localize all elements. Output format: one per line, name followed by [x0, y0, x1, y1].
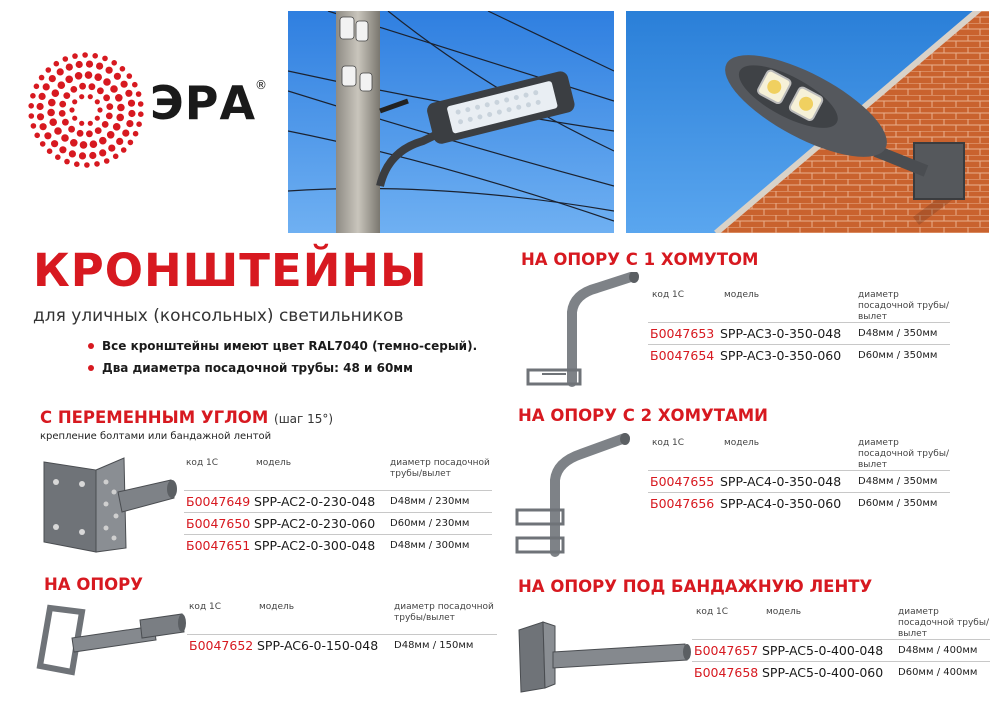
product-code: Б0047650	[186, 516, 251, 531]
table-header	[692, 605, 990, 639]
product-table-band	[692, 605, 990, 683]
product-dim: D60мм / 230мм	[390, 518, 470, 529]
street-light-on-wall-photo	[626, 11, 989, 233]
col-model: модель	[766, 607, 802, 617]
section-title-two-clamps: НА ОПОРУ С 2 ХОМУТАМИ	[518, 406, 768, 425]
product-model: SPP-AC2-0-230-048	[254, 494, 376, 509]
variable-angle-bracket-icon	[36, 452, 181, 566]
product-code: Б0047658	[694, 665, 759, 680]
table-row	[648, 322, 950, 344]
col-dim: диаметр посадочной трубы/вылет	[898, 607, 989, 639]
feature-list	[88, 335, 477, 379]
product-model: SPP-AC3-0-350-060	[720, 348, 842, 363]
product-dim: D48мм / 230мм	[390, 496, 470, 507]
registered-mark: ®	[255, 78, 267, 92]
two-clamp-bracket-icon	[513, 430, 643, 564]
product-table-one-clamp	[648, 288, 950, 366]
col-model: модель	[724, 438, 760, 448]
col-code: код 1С	[186, 458, 219, 468]
product-dim: D48мм / 350мм	[858, 328, 938, 339]
band-bracket-icon	[513, 606, 693, 700]
angle-step: (шаг 15°)	[274, 412, 334, 426]
section-title-pole: НА ОПОРУ	[44, 575, 143, 594]
table-row	[648, 470, 950, 492]
product-model: SPP-AC4-0-350-048	[720, 474, 842, 489]
product-code: Б0047652	[189, 638, 254, 653]
main-subtitle: для уличных (консольных) светильников	[33, 306, 404, 326]
product-code: Б0047653	[650, 326, 715, 341]
product-table-variable-angle	[184, 456, 492, 556]
product-table-two-clamps	[648, 436, 950, 514]
table-row	[648, 344, 950, 366]
product-code: Б0047654	[650, 348, 715, 363]
table-header	[187, 600, 497, 634]
product-code: Б0047656	[650, 496, 715, 511]
col-dim: диаметр посадочной трубы/вылет	[858, 290, 949, 322]
product-code: Б0047655	[650, 474, 715, 489]
section-title-text: С ПЕРЕМЕННЫМ УГЛОМ	[40, 408, 269, 427]
product-model: SPP-AC6-0-150-048	[257, 638, 379, 653]
table-header	[648, 436, 950, 470]
main-title: КРОНШТЕЙНЫ	[33, 244, 428, 297]
street-light-on-pole-photo	[288, 11, 614, 233]
product-dim: D48мм / 300мм	[390, 540, 470, 551]
product-table-pole	[187, 600, 497, 656]
product-dim: D48мм / 350мм	[858, 476, 938, 487]
table-header	[184, 456, 492, 490]
product-model: SPP-AC4-0-350-060	[720, 496, 842, 511]
product-model: SPP-AC2-0-300-048	[254, 538, 376, 553]
one-clamp-bracket-icon	[522, 272, 642, 396]
section-title-variable-angle	[40, 410, 333, 427]
product-model: SPP-AC5-0-400-048	[762, 643, 884, 658]
col-model: модель	[256, 458, 292, 468]
product-dim: D60мм / 350мм	[858, 350, 938, 361]
mounting-note: крепление болтами или бандажной лентой	[40, 431, 272, 442]
table-header	[648, 288, 950, 322]
product-model: SPP-AC3-0-350-048	[720, 326, 842, 341]
col-model: модель	[259, 602, 295, 612]
section-title-one-clamp: НА ОПОРУ С 1 ХОМУТОМ	[521, 250, 759, 269]
product-model: SPP-AC5-0-400-060	[762, 665, 884, 680]
product-dim: D60мм / 400мм	[898, 667, 978, 678]
table-row	[184, 512, 492, 534]
table-row	[184, 490, 492, 512]
col-dim: диаметр посадочной трубы/вылет	[390, 458, 490, 479]
col-model: модель	[724, 290, 760, 300]
product-model: SPP-AC2-0-230-060	[254, 516, 376, 531]
feature-item: Два диаметра посадочной трубы: 48 и 60мм	[88, 357, 477, 379]
table-row	[692, 639, 990, 661]
product-dim: D48мм / 400мм	[898, 645, 978, 656]
table-row	[648, 492, 950, 514]
brand-logo	[28, 52, 278, 172]
col-code: код 1С	[652, 290, 685, 300]
feature-item: Все кронштейны имеют цвет RAL7040 (темно-серый).	[88, 335, 477, 357]
col-code: код 1С	[189, 602, 222, 612]
product-dim: D60мм / 350мм	[858, 498, 938, 509]
col-dim: диаметр посадочной трубы/вылет	[394, 602, 494, 623]
product-code: Б0047657	[694, 643, 759, 658]
brand-name: ЭРА	[150, 76, 257, 130]
product-dim: D48мм / 150мм	[394, 640, 474, 651]
product-code: Б0047649	[186, 494, 251, 509]
table-row	[184, 534, 492, 556]
era-logo-icon	[28, 52, 144, 168]
product-code: Б0047651	[186, 538, 251, 553]
table-row	[187, 634, 497, 656]
section-title-band: НА ОПОРУ ПОД БАНДАЖНУЮ ЛЕНТУ	[518, 577, 873, 596]
table-row	[692, 661, 990, 683]
pole-bracket-icon	[36, 600, 186, 684]
col-code: код 1С	[652, 438, 685, 448]
col-code: код 1С	[696, 607, 729, 617]
col-dim: диаметр посадочной трубы/вылет	[858, 438, 949, 470]
